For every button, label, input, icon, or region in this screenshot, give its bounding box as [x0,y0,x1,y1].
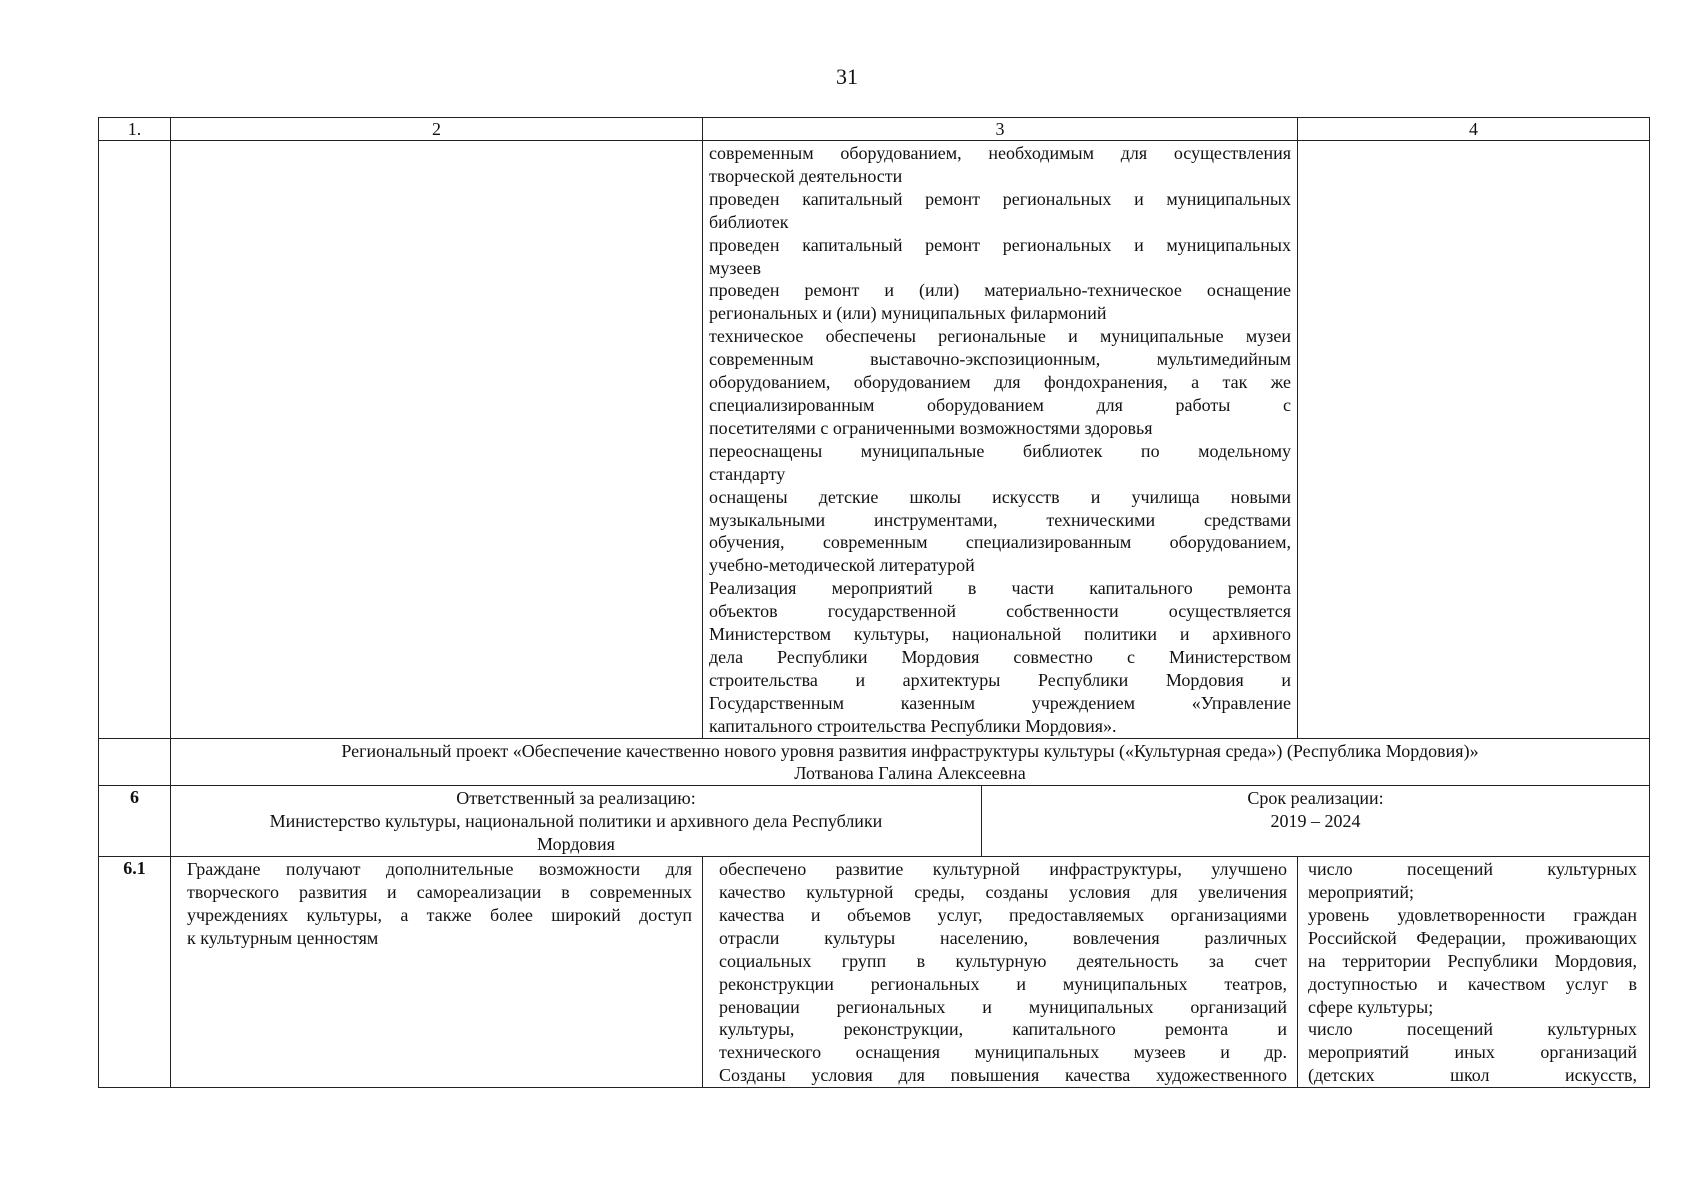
responsible-cell [171,786,982,857]
row-6-1-indicators-text [1308,858,1637,1087]
text-line: доступностью и качеством услуг в [1308,973,1637,994]
text-line: посетителями с ограниченными возможностями здоровья [709,417,1153,438]
header-col-2: 2 [171,118,703,141]
text-line: проведен капитальный ремонт региональных и муниципальных [709,188,1291,209]
text-line: к культурным ценностям [187,927,379,948]
text-line: техническое обеспечены региональные и муниципальные музеи [709,326,1291,347]
text-line: библиотек [709,211,789,232]
responsible-line-2: Мордовия [537,834,615,855]
text-line: проведен ремонт и (или) материально-техническое оснащение [709,280,1291,301]
text-line: проведен капитальный ремонт региональных и муниципальных [709,234,1291,255]
responsible-line-1: Министерство культуры, национальной политики и архивного дела Республики [269,811,883,832]
continuation-row [99,141,1650,739]
text-line: на территории Республики Мордовия, [1308,950,1637,971]
responsible-label: Ответственный за реализацию: [456,788,696,809]
text-line: технического оснащения муниципальных музеев и др. [719,1042,1287,1063]
text-line: Российской Федерации, проживающих [1308,927,1637,948]
continuation-num-cell [99,141,171,739]
text-line: Граждане получают дополнительные возможности для [187,859,692,880]
row-6-1-goal-cell [171,857,703,1088]
project-cell [171,738,1650,786]
text-line: число посещений культурных [1308,859,1637,880]
term-label: Срок реализации: [1247,788,1384,809]
project-leader: Лотванова Галина Алексеевна [794,763,1026,784]
continuation-results-cell [703,141,1298,739]
text-line: творческой деятельности [709,165,903,186]
program-table [98,117,1650,1088]
text-line: современным оборудованием, необходимым для осуществления [709,143,1291,163]
row-6-1-num: 6.1 [99,857,171,1088]
text-line: мероприятий иных организаций [1308,1042,1637,1063]
row-6-1-goal-text [187,858,692,950]
continuation-goal-cell [171,141,703,739]
text-line: переоснащены муниципальные библиотек по модельному [709,440,1291,461]
text-line: мероприятий; [1308,882,1415,902]
text-line: сфере культуры; [1308,996,1434,1017]
text-line: качества и объемов услуг, предоставляемых организациями [719,904,1287,925]
text-line: отрасли культуры населению, вовлечения различных [719,927,1287,948]
text-line: творческого развития и самореализации в современных [187,882,692,902]
text-line: Созданы условия для повышения качества художественного [719,1065,1287,1086]
text-line: музеев [709,257,761,278]
text-line: Государственным казенным учреждением «Управление [709,692,1291,713]
text-line: стандарту [709,463,786,484]
project-row [99,738,1650,786]
text-line: обеспечено развитие культурной инфраструктуры, улучшено [719,859,1287,880]
row-6-1 [99,857,1650,1088]
header-col-3: 3 [703,118,1298,141]
project-num-cell [99,738,171,786]
header-col-1: 1. [99,118,171,141]
text-line: оборудованием, оборудованием для фондохранения, а так же [709,372,1291,393]
text-line: число посещений культурных [1308,1019,1637,1040]
text-line: качество культурной среды, созданы условия для увеличения [719,882,1287,902]
term-value: 2019 – 2024 [1270,811,1361,832]
row-6-num: 6 [99,786,171,857]
text-line: специализированным оборудованием для работы с [709,394,1291,415]
text-line: реновации региональных и муниципальных организаций [719,996,1287,1017]
text-line: уровень удовлетворенности граждан [1308,904,1637,925]
page-number: 31 [836,64,858,89]
text-line: учреждениях культуры, а также более широкий доступ [187,904,692,925]
text-line: учебно-методической литературой [709,555,975,576]
continuation-results-text [709,142,1291,738]
row-6-1-results-text [719,858,1287,1087]
text-line: дела Республики Мордовия совместно с Министерством [709,646,1291,667]
text-line: строительства и архитектуры Республики Мордовия и [709,669,1291,690]
text-line: Министерством культуры, национальной политики и архивного [709,624,1291,645]
term-cell [982,786,1650,857]
text-line: (детских школ искусств, [1308,1065,1637,1086]
header-col-4: 4 [1298,118,1650,141]
text-line: реконструкции региональных и муниципальных театров, [719,973,1287,994]
row-6 [99,786,1650,857]
row-6-1-results-cell [703,857,1298,1088]
text-line: объектов государственной собственности осуществляется [709,601,1291,622]
text-line: обучения, современным специализированным оборудованием, [709,532,1291,553]
text-line: капитального строительства Республики Мордовия». [709,715,1117,736]
project-title: Региональный проект «Обеспечение качественно нового уровня развития инфраструктуры культуры («Культурная среда») (Республика Мордовия)» [341,740,1479,761]
continuation-indicators-cell [1298,141,1650,739]
row-6-1-indicators-cell [1298,857,1650,1088]
text-line: региональных и (или) муниципальных филармоний [709,303,1107,324]
header-row [99,118,1650,141]
text-line: оснащены детские школы искусств и училища новыми [709,486,1291,507]
text-line: культуры, реконструкции, капитального ремонта и [719,1019,1287,1040]
text-line: музыкальными инструментами, техническими средствами [709,509,1291,530]
text-line: Реализация мероприятий в части капитального ремонта [709,578,1291,599]
text-line: современным выставочно-экспозиционным, мультимедийным [709,349,1291,370]
text-line: социальных групп в культурную деятельность за счет [719,950,1287,971]
